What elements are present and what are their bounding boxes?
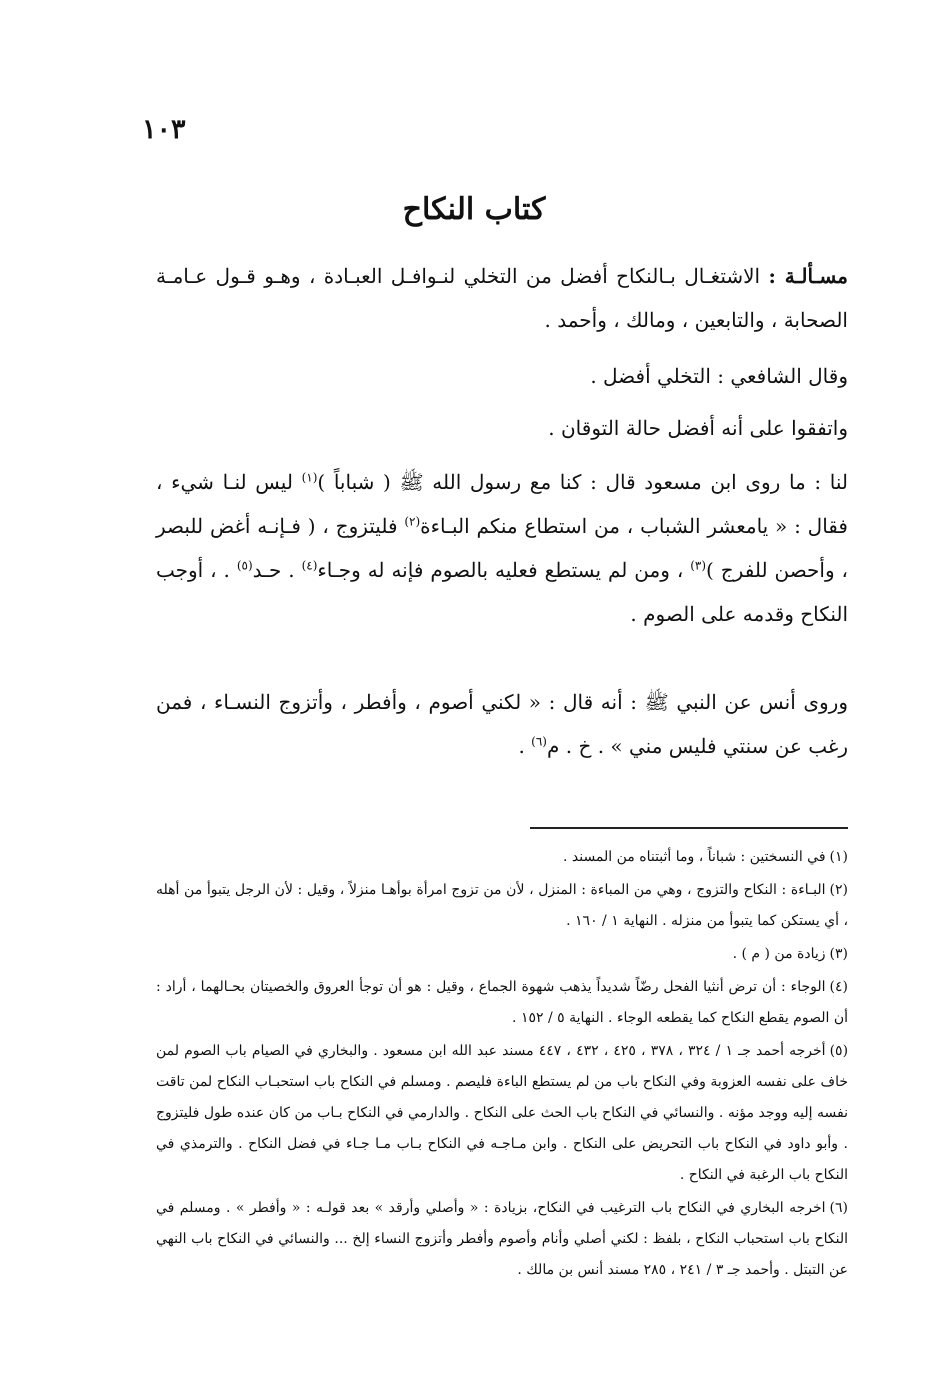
footnote bbox=[156, 939, 848, 970]
footnote-ref: (٤) bbox=[301, 558, 318, 573]
footnote-text: البـاءة : النكاح والتزوج ، وهي من المباءة : المنزل ، لأن من تزوج امرأة بوأهـا منزلاً ، وقيل : لأن الرجل يتبوأ من أهله ، أي يستكن كما يتبوأ من منزله . النهاية ١ / ١٦٠ . bbox=[156, 882, 848, 929]
footnote-text: في النسختين : شباناً ، وما أثبتناه من المسند . bbox=[562, 849, 826, 865]
paragraph-agreement bbox=[156, 406, 848, 450]
text-segment: ، ومن لم يستطع فعليه بالصوم فإنه له وجـاء bbox=[317, 558, 691, 582]
footnote-text: الوجاء : أن ترض أنثيا الفحل رضّاً شديداً يذهب شهوة الجماع ، وقيل : هو أن توجأ العروق والخصيتان بحـالهما ، أراد : أن الصوم يقطع النكاح كما يقطعه الوجاء . النهاية ٥ / ١٥٢ . bbox=[156, 979, 848, 1026]
text-segment: لنا : ما روى ابن مسعود قال : كنا مع رسول الله ﷺ ( شباباً ) bbox=[317, 470, 849, 494]
paragraph-text: الاشتغـال بـالنكاح أفضل من التخلي لنـوافـل العبـادة ، وهـو قـول عـامـة الصحابة ، والتابعين ، ومالك ، وأحمد . bbox=[156, 264, 848, 332]
footnote-ref: (١) bbox=[301, 470, 318, 485]
footnote bbox=[156, 875, 848, 937]
text-segment: . حـد bbox=[252, 558, 302, 582]
text-segment: . bbox=[518, 734, 532, 758]
footnote-ref: (٢) bbox=[404, 514, 421, 529]
footnote bbox=[156, 842, 848, 873]
footnote-number: (٥) bbox=[829, 1043, 849, 1059]
chapter-title: كتاب النكاح bbox=[402, 192, 546, 227]
paragraph-evidence bbox=[156, 460, 848, 636]
footnote-number: (٢) bbox=[829, 882, 848, 898]
footnote-ref: (٥) bbox=[236, 558, 253, 573]
footnote-ref: (٦) bbox=[531, 734, 547, 749]
footnote-ref: (٣) bbox=[690, 558, 707, 573]
footnote-text: أخرجه أحمد جـ ١ / ٣٢٤ ، ٣٧٨ ، ٤٢٥ ، ٤٣٢ ، ٤٤٧ مسند عبد الله ابن مسعود . والبخاري في الصيام باب الصوم لمن خاف على نفسه العزوبة وفي النكاح باب من لم يستطع الباءة فليصم . ومسلم في النكاح باب استحبـاب النكاح لمن تاقت نفسه إليه ووجد مؤنه . والنسائي في النكاح باب الحث على النكاح . والدارمي في النكاح بـاب من كان عنده طول فليتزوج . وأبو داود في النكاح باب التحريض على النكاح . وابن مـاجـه في النكاح بـاب مـا جـاء في فضل النكاح . والترمذي في النكاح باب الرغبة في النكاح . bbox=[156, 1043, 848, 1183]
footnote-number: (٣) bbox=[829, 946, 848, 962]
footnote-number: (٤) bbox=[829, 979, 848, 995]
text-segment: فليتزوج ، ( فـإنـه أغض للبصر ، وأحصن للفرج ) bbox=[156, 514, 848, 582]
footnote-text: اخرجه البخاري في النكاح باب الترغيب في النكاح، بزيادة : « وأصلي وأرقد » بعد قولـه : « وأفطر » . ومسلم في النكاح باب استحباب النكاح ، بلفظ : لكني أصلي وأنام وأصوم وأفطر وأتزوج النساء إلخ ... والنسائي في النكاح باب النهي عن التبتل . وأحمد جـ ٣ / ٢٤١ ، ٢٨٥ مسند أنس بن مالك . bbox=[156, 1200, 848, 1278]
footnote bbox=[156, 1036, 848, 1191]
text-segment: . ، أوجب النكاح وقدمه على الصوم . bbox=[156, 558, 848, 626]
footnote bbox=[156, 972, 848, 1034]
paragraph-text: وقال الشافعي : التخلي أفضل . bbox=[590, 364, 848, 388]
paragraph-text: واتفقوا على أنه أفضل حالة التوقان . bbox=[548, 416, 848, 440]
footnote-text: زيادة من ( م ) . bbox=[732, 946, 826, 962]
text-segment: ليس لنـا شيء ، فقال : « يامعشر الشباب ، من استطاع منكم البـاءة bbox=[156, 470, 848, 538]
paragraph-issue bbox=[156, 254, 848, 342]
footnote bbox=[156, 1193, 848, 1286]
footnote-separator bbox=[530, 827, 848, 829]
footnote-number: (١) bbox=[829, 849, 848, 865]
issue-label: مسـألـة : bbox=[768, 264, 848, 288]
paragraph-anas bbox=[156, 680, 848, 768]
footnotes bbox=[156, 842, 848, 1288]
footnote-number: (٦) bbox=[829, 1200, 848, 1216]
page-number: ١٠٣ bbox=[142, 114, 186, 145]
paragraph-shafii bbox=[156, 354, 848, 398]
text-segment: وروى أنس عن النبي ﷺ : أنه قال : « لكني أصوم ، وأفطر ، وأتزوج النسـاء ، فمن رغب عن سنتي فليس مني » . خ . م bbox=[156, 690, 848, 758]
